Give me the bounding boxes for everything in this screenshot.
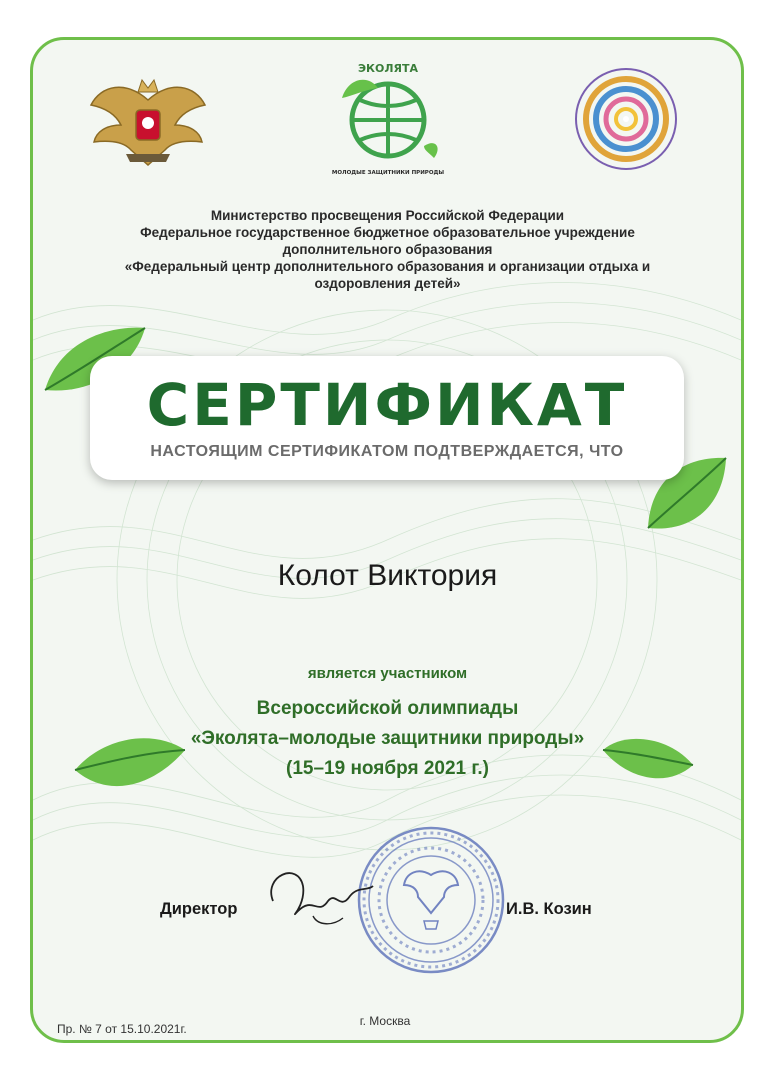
org-line-2: Федеральное государственное бюджетное образовательное учреждение [140,225,635,240]
signature-icon [258,856,378,936]
document-reference: Пр. № 7 от 15.10.2021г. [57,1022,187,1036]
participant-status: является участником [307,665,468,682]
official-seal-icon [356,825,506,975]
recipient-name: Колот Виктория [277,559,498,592]
org-line-3: дополнительного образования [282,242,493,257]
organization-block [60,207,715,292]
state-emblem-icon [86,70,210,175]
logo-bottom-text: МОЛОДЫЕ ЗАЩИТНИКИ ПРИРОДЫ [331,170,445,176]
spiral-center-logo-icon [568,64,684,174]
org-line-5: оздоровления детей» [314,276,461,291]
signatory-role: Директор [160,900,238,918]
event-line-2: «Эколята–молодые защитники природы» [190,728,585,749]
issue-city: г. Москва [359,1014,411,1028]
certificate-banner [90,356,684,480]
event-line-3: (15–19 ноября 2021 г.) [286,758,489,779]
signatory-name: И.В. Козин [506,900,592,918]
event-line-1: Всероссийской олимпиады [256,698,519,719]
logo-top-text: ЭКОЛЯТА [357,62,419,75]
event-block [60,694,715,784]
globe-leaf-logo-icon [328,58,448,178]
org-line-1: Министерство просвещения Российской Федерации [210,208,565,223]
certificate-subtitle: НАСТОЯЩИМ СЕРТИФИКАТОМ ПОДТВЕРЖДАЕТСЯ, ЧТО [150,443,624,460]
certificate-title: СЕРТИФИКАТ [146,371,628,439]
org-line-4: «Федеральный центр дополнительного образования и организации отдыха и [124,259,651,274]
